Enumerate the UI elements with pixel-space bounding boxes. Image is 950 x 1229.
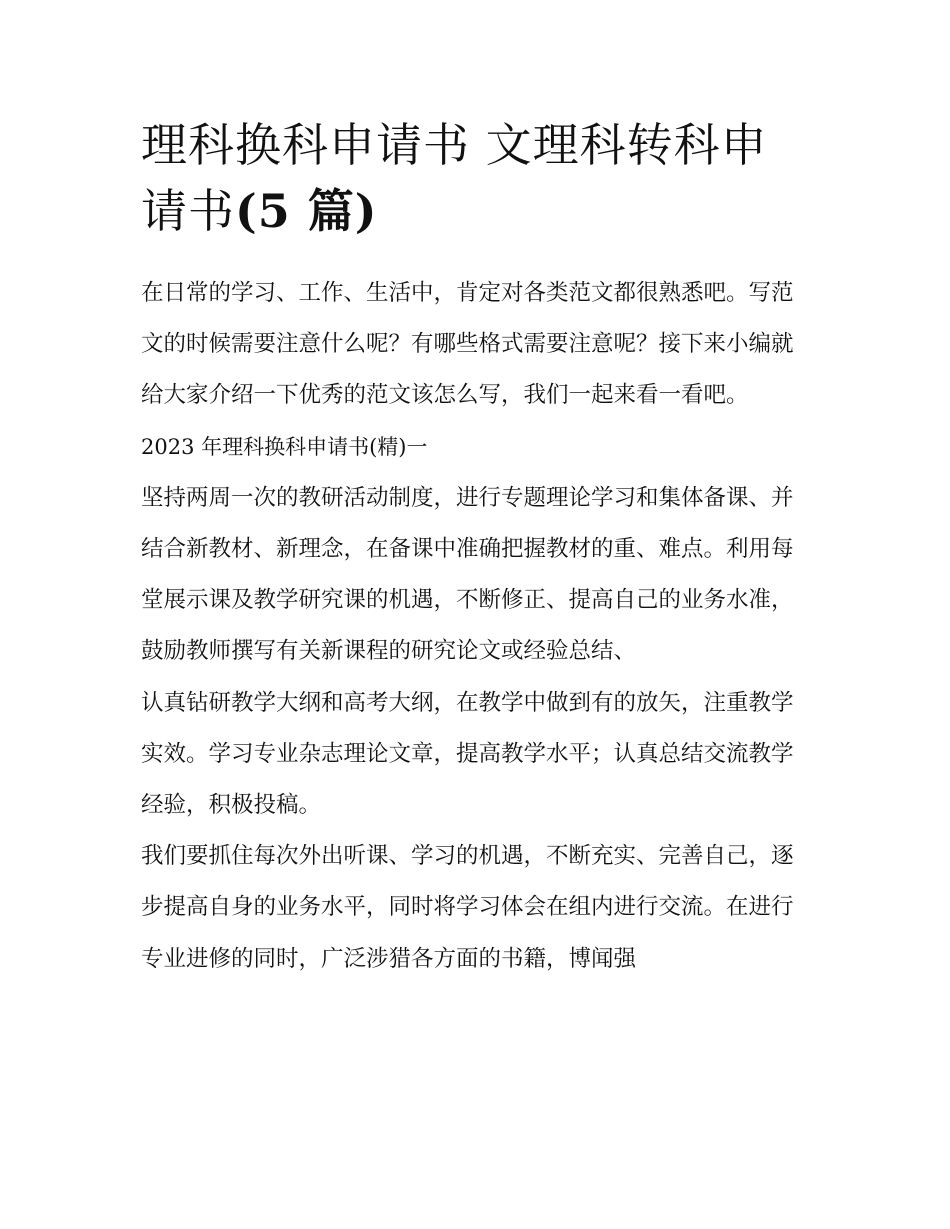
document-title — [141, 112, 813, 244]
title-text: 理科换科申请书 文理科转科申请书 — [141, 118, 768, 238]
body-paragraph-1: 坚持两周一次的教研活动制度，进行专题理论学习和集体备课、并结合新教材、新理念，在备课中准确把握教材的重、难点。利用每堂展示课及教学研究课的机遇，不断修正、提高自己的业务水准，鼓励教师撰写有关新课程的研究论文或经验总结、 — [141, 484, 794, 665]
title-count: (5 — [235, 184, 291, 238]
body-paragraph-3: 我们要抓住每次外出听课、学习的机遇，不断充实、完善自己，逐步提高自身的业务水平，同时将学习体会在组内进行交流。在进行专业进修的同时，广泛涉猎各方面的书籍，博闻强 — [141, 843, 794, 972]
title-count-suffix: 篇) — [290, 184, 378, 238]
section-heading: 2023 年理科换科申请书(精)一 — [141, 434, 428, 459]
intro-paragraph: 在日常的学习、工作、生活中，肯定对各类范文都很熟悉吧。写范文的时候需要注意什么呢？有哪些格式需要注意呢？接下来小编就给大家介绍一下优秀的范文该怎么写，我们一起来看一看吧。 — [141, 280, 794, 409]
document-body — [141, 268, 813, 985]
body-paragraph-2: 认真钻研教学大纲和高考大纲，在教学中做到有的放矢，注重教学实效。学习专业杂志理论文章，提高教学水平；认真总结交流教学经验，积极投稿。 — [141, 689, 794, 819]
document-page — [141, 112, 813, 985]
